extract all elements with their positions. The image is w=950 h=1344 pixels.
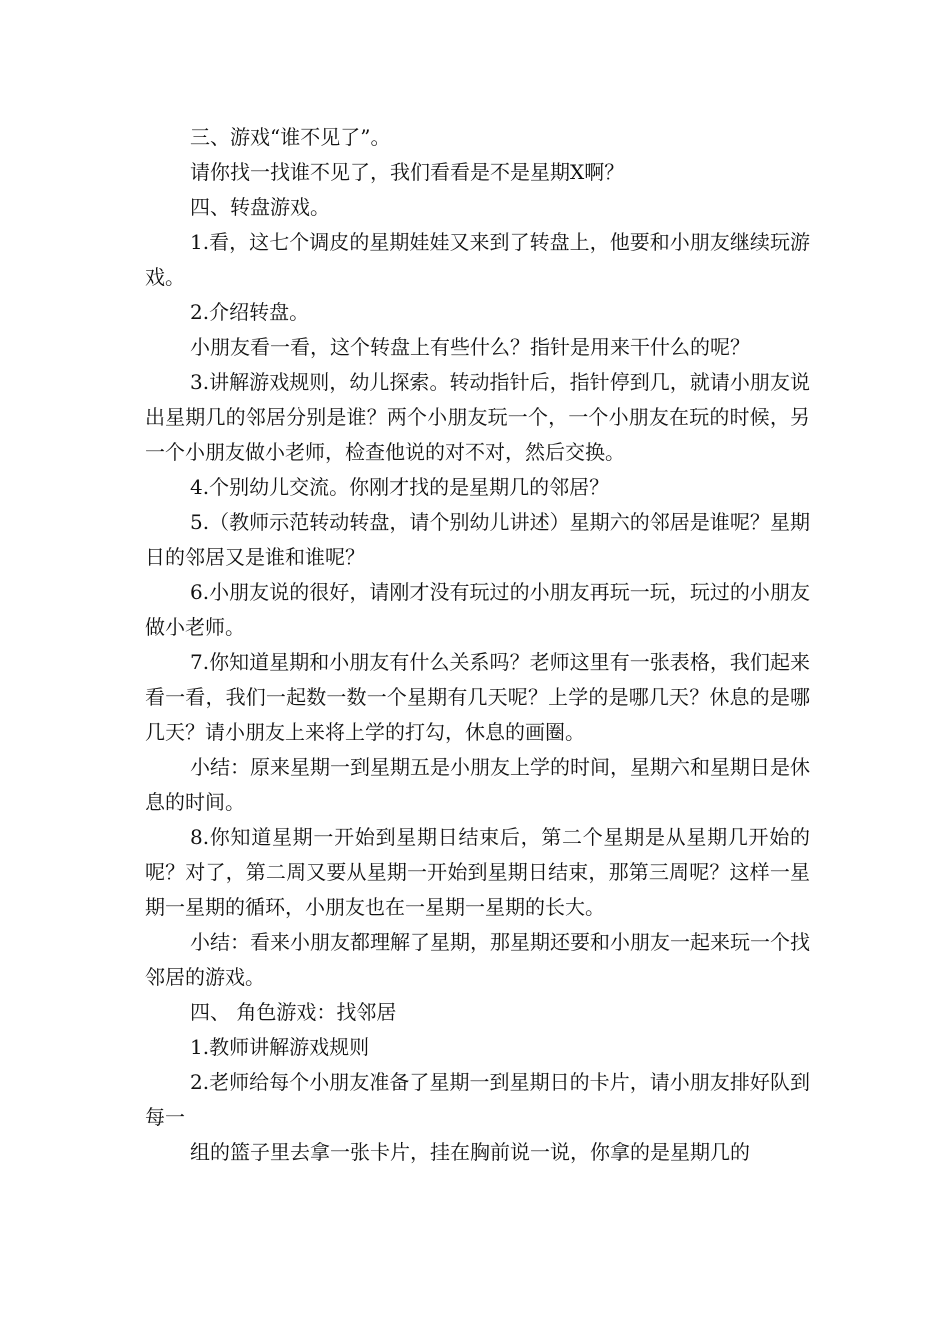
paragraph-summary: 小结：原来星期一到星期五是小朋友上学的时间，星期六和星期日是休息的时间。 [145,755,810,814]
paragraph: 2.老师给每个小朋友准备了星期一到星期日的卡片，请小朋友排好队到每一 [145,1070,810,1129]
paragraph: 5.（教师示范转动转盘，请个别幼儿讲述）星期六的邻居是谁呢？星期日的邻居又是谁和谁呢？ [145,510,810,569]
paragraph: 6.小朋友说的很好，请刚才没有玩过的小朋友再玩一玩，玩过的小朋友做小老师。 [145,580,810,639]
paragraph: 2.介绍转盘。 [190,300,310,324]
paragraph: 1.看，这七个调皮的星期娃娃又来到了转盘上，他要和小朋友继续玩游戏。 [145,230,810,289]
paragraph-summary: 小结：看来小朋友都理解了星期，那星期还要和小朋友一起来玩一个找邻居的游戏。 [145,930,810,989]
document-body [145,120,810,1170]
paragraph: 小朋友看一看，这个转盘上有些什么？指针是用来干什么的呢？ [190,335,750,359]
paragraph: 7.你知道星期和小朋友有什么关系吗？老师这里有一张表格，我们起来看一看，我们一起数一数一个星期有几天呢？上学的是哪几天？休息的是哪几天？请小朋友上来将上学的打勾，休息的画圈。 [145,650,810,744]
paragraph: 组的篮子里去拿一张卡片，挂在胸前说一说，你拿的是星期几的 [190,1140,750,1164]
paragraph-section-3-heading: 三、游戏“谁不见了”。 [190,125,391,149]
paragraph: 请你找一找谁不见了，我们看看是不是星期X啊？ [190,160,625,184]
paragraph: 1.教师讲解游戏规则 [190,1035,370,1059]
paragraph-role-game-heading: 四、 角色游戏：找邻居 [190,1000,397,1024]
paragraph: 8.你知道星期一开始到星期日结束后，第二个星期是从星期几开始的呢？对了，第二周又要从星期一开始到星期日结束，那第三周呢？这样一星期一星期的循环，小朋友也在一星期一星期的长大。 [145,825,810,919]
paragraph-section-4-heading: 四、转盘游戏。 [190,195,330,219]
paragraph: 3.讲解游戏规则，幼儿探索。转动指针后，指针停到几，就请小朋友说出星期几的邻居分别是谁？两个小朋友玩一个，一个小朋友在玩的时候，另一个小朋友做小老师，检查他说的对不对，然后交换。 [145,370,810,464]
paragraph: 4.个别幼儿交流。你刚才找的是星期几的邻居？ [190,475,610,499]
